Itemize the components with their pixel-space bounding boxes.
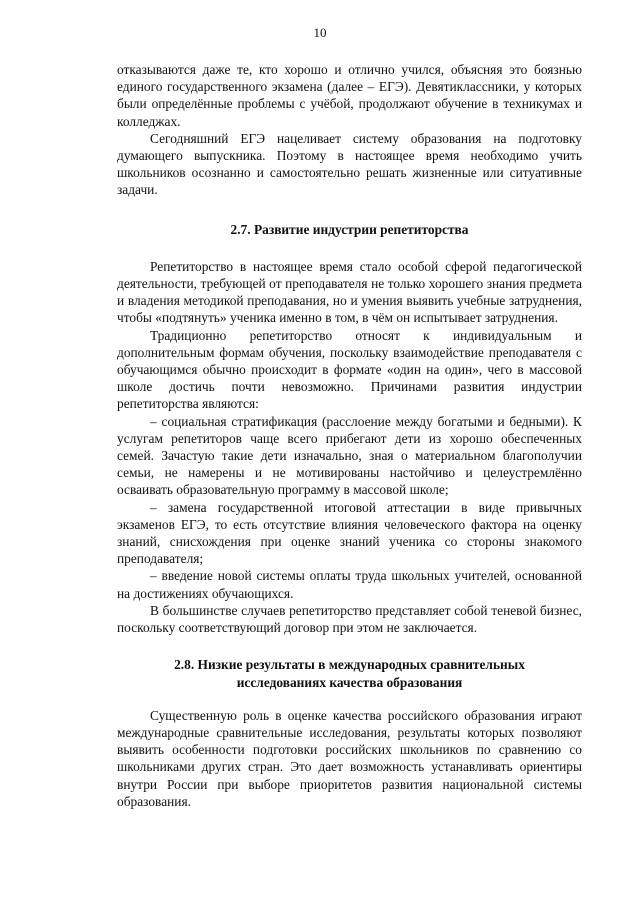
paragraph: отказываются даже те, кто хорошо и отлично учился, объясняя это боязнью единого государственного экзамена (далее – ЕГЭ). Девятиклассники, у которых были определённые проблемы с учёбой, продолжают обучение в техникумах и колледжах. — [117, 62, 582, 129]
section-heading-line: 2.8. Низкие результаты в международных сравнительных — [174, 657, 525, 673]
paragraph: Сегодняшний ЕГЭ нацеливает систему образования на подготовку думающего выпускника. Поэтому в настоящее время необходимо учить школьников осознанно и самостоятельно решать жизненные или ситуативные задачи. — [117, 130, 582, 198]
section-heading: 2.7. Развитие индустрии репетиторства — [230, 221, 469, 237]
section-heading — [117, 656, 582, 690]
list-item: – введение новой системы оплаты труда школьных учителей, основанной на достижениях обучающихся. — [117, 568, 582, 601]
page-number: 10 — [313, 25, 327, 40]
paragraph: Традиционно репетиторство относят к индивидуальным и дополнительным формам обучения, поскольку взаимодействие преподавателя с обучающимся обычно происходит в формате «один на один», чего в массовой школе достичь почти невозможно. Причинами развития индустрии репетиторства являются: — [117, 327, 582, 412]
paragraph: Репетиторство в настоящее время стало особой сферой педагогической деятельности, требующей от преподавателя не только хорошего знания предмета и владения методикой преподавания, но и умения выявить учебные затруднения, чтобы «подтянуть» ученика именно в том, в чём он испытывает затруднения. — [117, 258, 582, 326]
list-item: – замена государственной итоговой аттестации в виде привычных экзаменов ЕГЭ, то есть отсутствие влияния человеческого фактора на оценку знаний, снисхождения при оценке знаний ученика со стороны знакомого преподавателя; — [117, 499, 582, 567]
paragraph: В большинстве случаев репетиторство представляет собой теневой бизнес, поскольку соответствующий договор при этом не заключается. — [117, 602, 582, 636]
list-item: – социальная стратификация (расслоение между богатыми и бедными). К услугам репетиторов чаще всего прибегают дети из хорошо обеспеченных семей. Зачастую такие дети изначально, зная о материальном благополучии семьи, не намерены и не мотивированы настойчиво и целеустремлённо осваивать образовательную программу в массовой школе; — [117, 413, 582, 498]
section-heading-line: исследованиях качества образования — [236, 674, 463, 690]
document-body — [117, 61, 582, 810]
paragraph: Существенную роль в оценке качества российского образования играют международные сравнительные исследования, результаты которых позволяют выявить особенности подготовки российских школьников по сравнению со школьниками других стран. Это дает возможность устанавливать ориентиры внутри России при выборе приоритетов развития национальной системы образования. — [117, 707, 582, 809]
